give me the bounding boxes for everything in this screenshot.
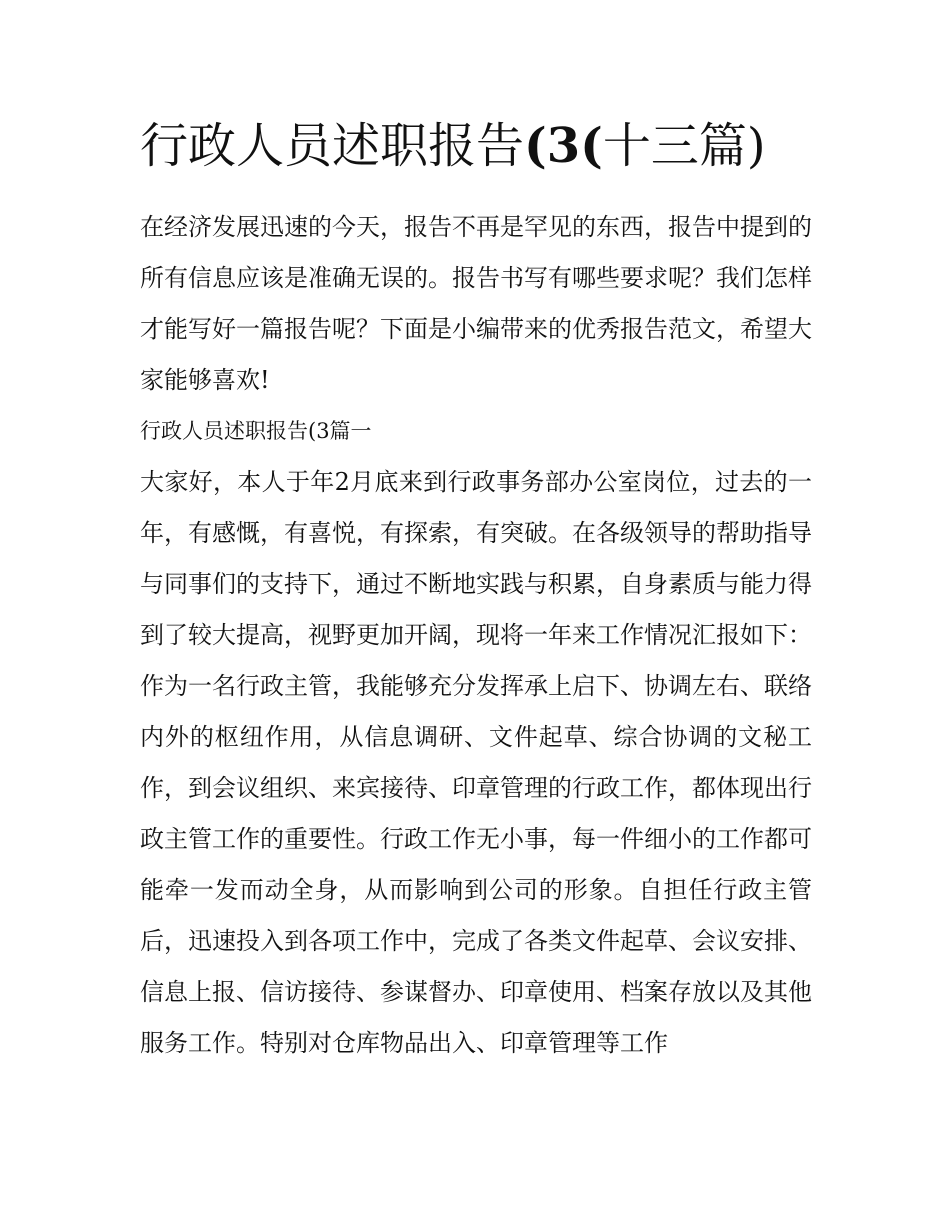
title-suffix: (3( (524, 118, 603, 174)
section-heading: 行政人员述职报告(3篇一 (140, 419, 372, 443)
document-body (140, 112, 812, 1069)
body-paragraph-2: 作为一名行政主管，我能够充分发挥承上启下、协调左右、联络内外的枢纽作用，从信息调研、文件起草、综合协调的文秘工作，到会议组织、来宾接待、印章管理的行政工作，都体现出行政主管工作的重要性。行政工作无小事，每一件细小的工作都可能牵一发而动全身，从而影响到公司的形象。自担任行政主管后，迅速投入到各项工作中，完成了各类文件起草、会议安排、信息上报、信访接待、参谋督办、印章使用、档案存放以及其他服务工作。特别对仓库物品出入、印章管理等工作 (140, 672, 812, 1057)
body-paragraph-1: 大家好，本人于年2月底来到行政事务部办公室岗位，过去的一年，有感慨，有喜悦，有探索，有突破。在各级领导的帮助指导与同事们的支持下，通过不断地实践与积累，自身素质与能力得到了较大提高，视野更加开阔，现将一年来工作情况汇报如下： (140, 468, 812, 649)
title-tail: 十三篇) (602, 118, 766, 174)
title-main: 行政人员述职报告 (140, 118, 525, 174)
document-title (140, 112, 812, 180)
intro-paragraph: 在经济发展迅速的今天，报告不再是罕见的东西，报告中提到的所有信息应该是准确无误的。报告书写有哪些要求呢？我们怎样才能写好一篇报告呢？下面是小编带来的优秀报告范文，希望大家能够喜欢! (140, 213, 812, 394)
